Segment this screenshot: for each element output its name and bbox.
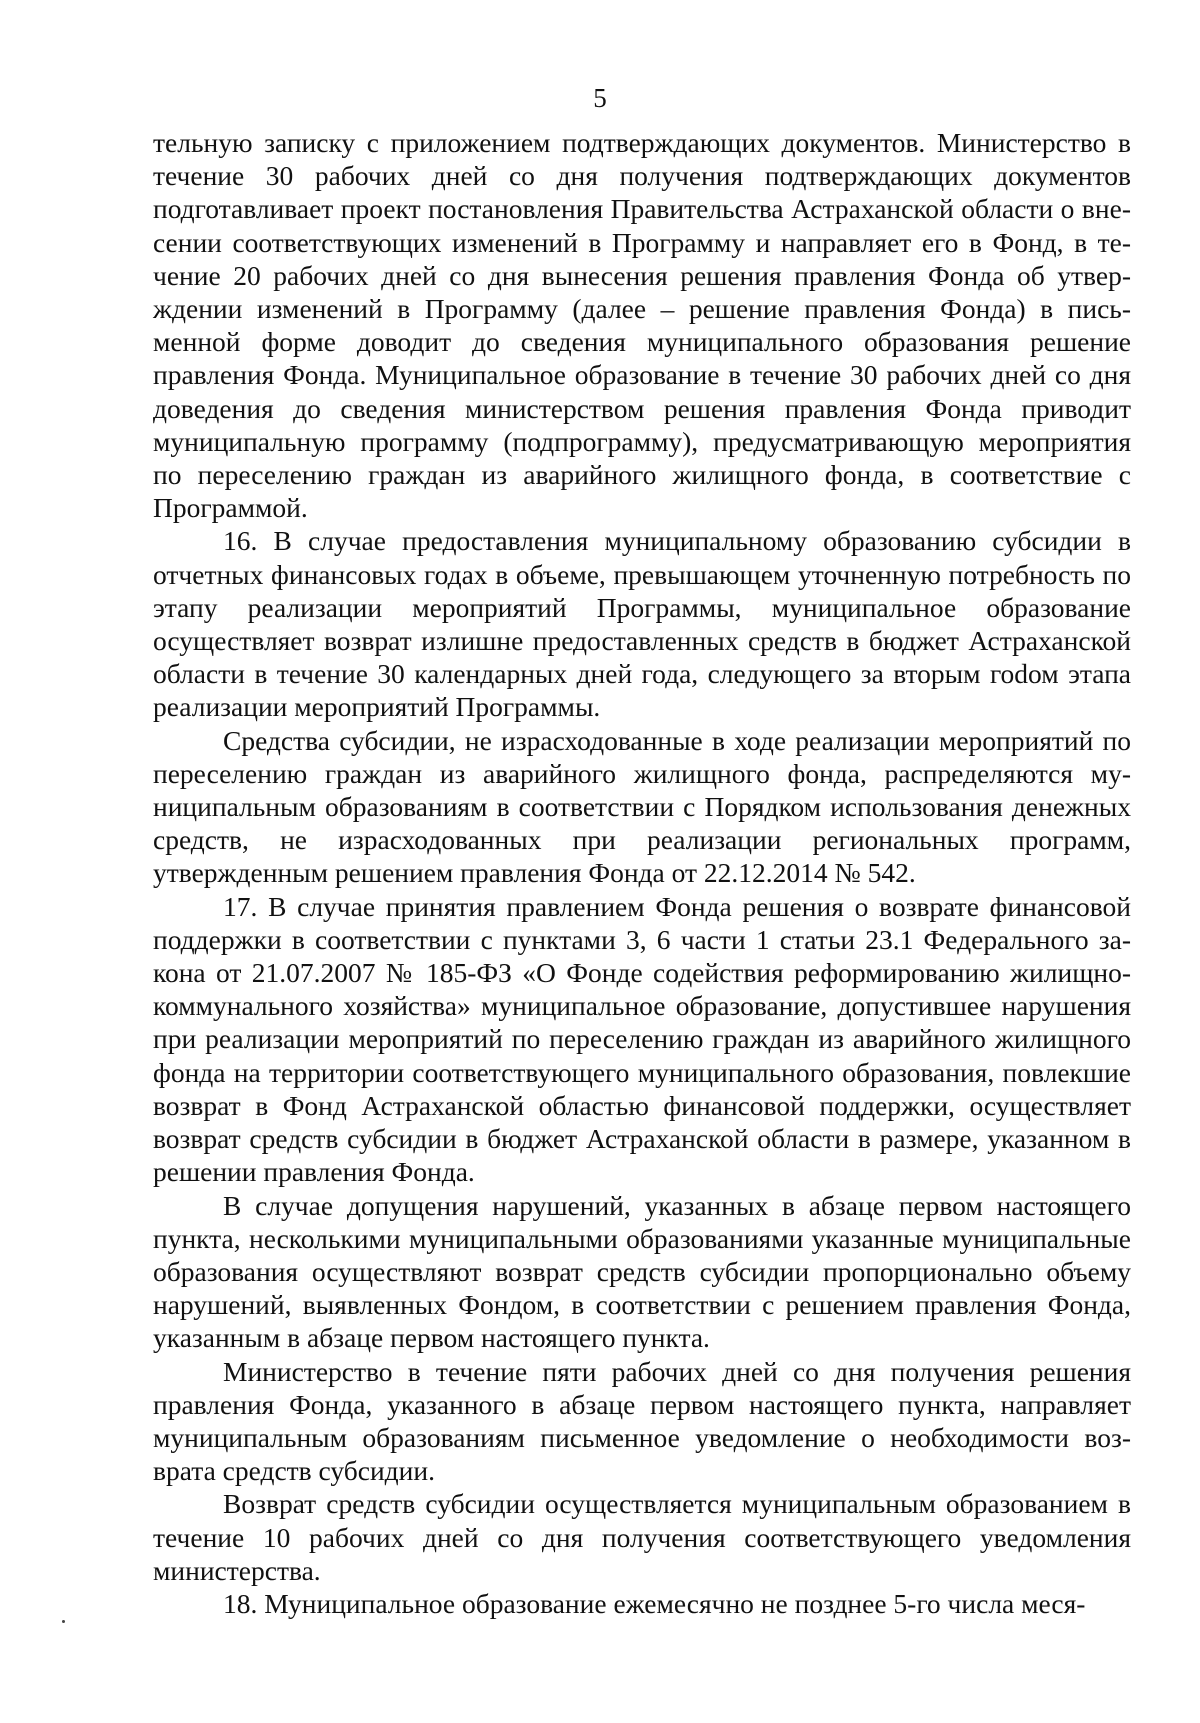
paragraph-item-16-unspent-funds: Средства субсидии, не израсходованные в ходе реализации мероприятий по переселению граждан из аварийного жилищного фонда, распределяются муниципальным образованиям в соответствии с Порядком использования денежных средств, не израсходованных при реализации региональных программ, утвержденным решением правления Фонда от 22.12.2014 № 542. [153, 724, 1131, 889]
paragraph-item-16: 16. В случае предоставления муниципальному образованию субсидии в отчетных финансовых годах в объеме, превышающем уточненную потребность по этапу реализации мероприятий Программы, муниципальное образование осуществляет возврат излишне предоставленных средств в бюджет Астраханской области в течение 30 календарных дней года, следующего за вторым гоdом этапа реализации мероприятий Программы. [153, 525, 1131, 723]
paragraph-item-17-multiple-violations: В случае допущения нарушений, указанных в абзаце первом настоящего пункта, несколькими муниципальными образованиями указанные муниципальные образования осуществляют возврат средств субсидии пропорционально объему нарушений, выявленных Фондом, в соответствии с решением правления Фонда, указанным в абзаце первом настоящего пункта. [153, 1189, 1131, 1354]
page-number: 5 [593, 83, 607, 113]
paragraph-continuation: тельную записку с приложением подтверждающих документов. Министерство в течение 30 рабочих дней со дня получения подтверждающих документов подготавливает проект постановления Правительства Астраханской области о внесении соответствующих изменений в Программу и направляет его в Фонд, в течение 20 рабочих дней со дня вынесения решения правления Фонда об утверждении изменений в Программу (далее – решение правления Фонда) в письменной форме доводит до сведения муниципального образования решение правления Фонда. Муниципальное образование в течение 30 рабочих дней со дня доведения до сведения министерством решения правления Фонда приводит муниципальную программу (подпрограмму), предусматривающую мероприятия по переселению граждан из аварийного жилищного фонда, в соответствие с Программой. [153, 127, 1131, 524]
document-body [153, 126, 1131, 1620]
paragraph-item-18: 18. Муниципальное образование ежемесячно не позднее 5-го числа меся- [223, 1587, 1086, 1619]
paragraph-item-17: 17. В случае принятия правлением Фонда решения о возврате финансовой поддержки в соответствии с пунктами 3, 6 части 1 статьи 23.1 Федерального закона от 21.07.2007 № 185-ФЗ «О Фонде содействия реформированию жилищно-коммунального хозяйства» муниципальное образование, допустившее нарушения при реализации мероприятий по переселению граждан из аварийного жилищного фонда на территории соответствующего муниципального образования, повлекшие возврат в Фонд Астраханской областью финансовой поддержки, осуществляет возврат средств субсидии в бюджет Астраханской области в размере, указанном в решении правления Фонда. [153, 890, 1131, 1188]
paragraph-item-17-return-term: Возврат средств субсидии осуществляется муниципальным образованием в течение 10 рабочих дней со дня получения соответствующего уведомления министерства. [153, 1488, 1131, 1586]
paragraph-item-17-notification: Министерство в течение пяти рабочих дней со дня получения решения правления Фонда, указанного в абзаце первом настоящего пункта, направляет муниципальным образованиям письменное уведомление о необходимости возврата средств субсидии. [153, 1355, 1131, 1487]
scan-speck [62, 1620, 65, 1623]
